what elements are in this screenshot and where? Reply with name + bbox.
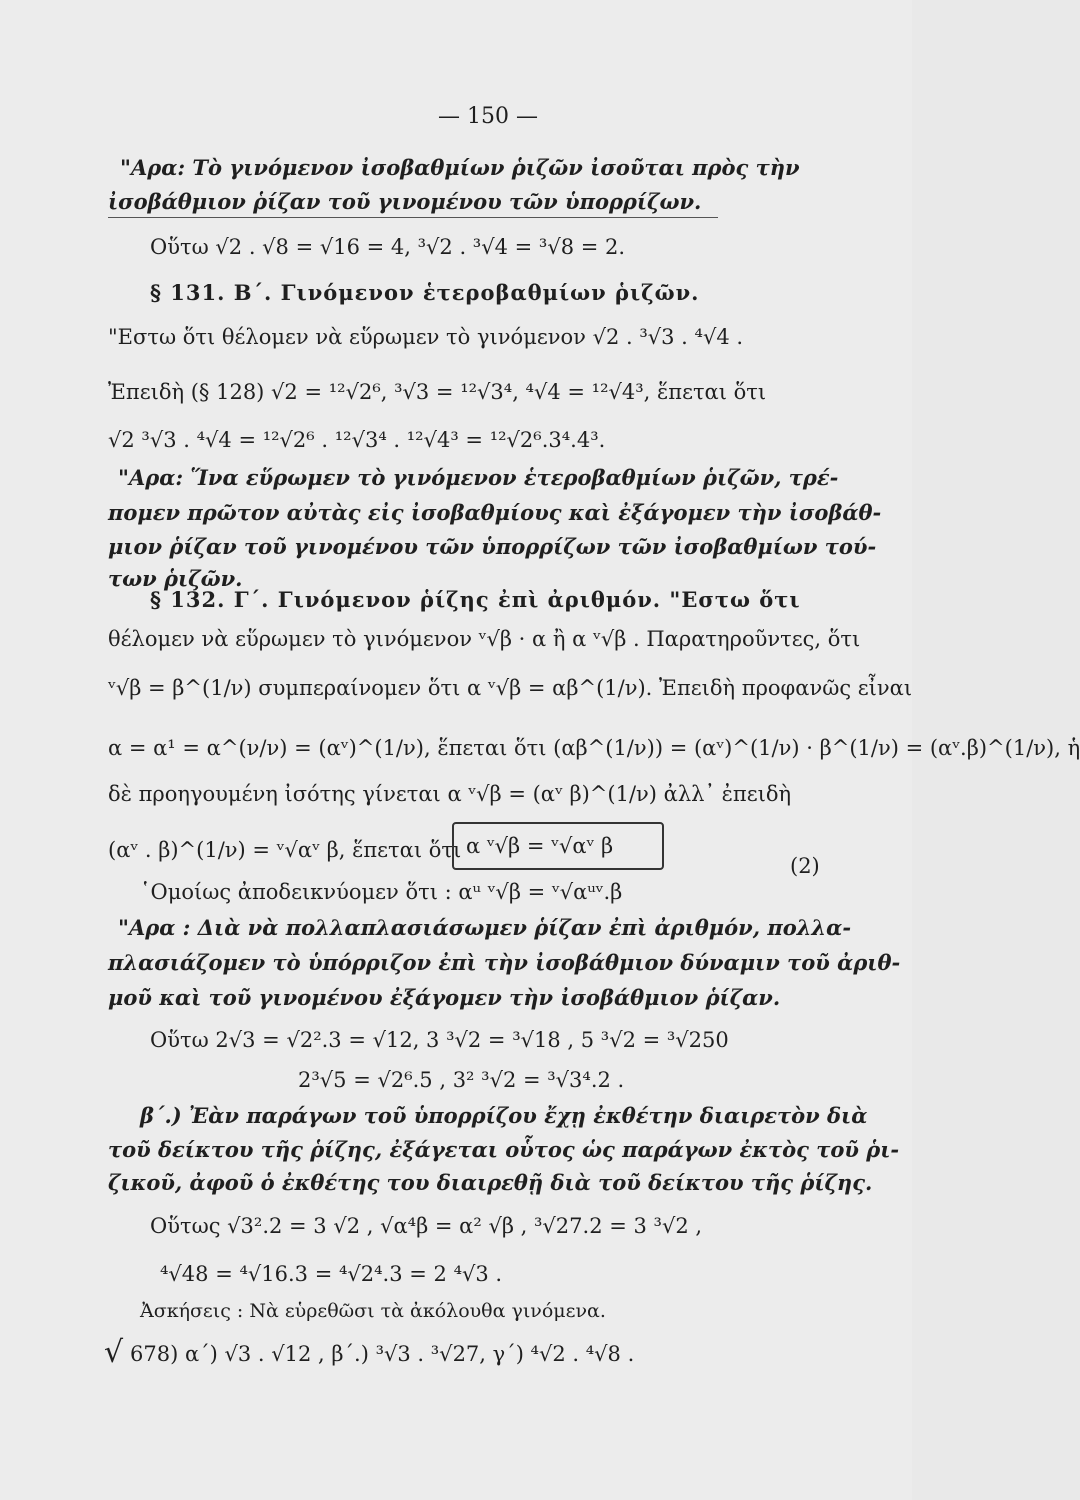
rule3-line-3: ζικοῦ, ἀφοῦ ὁ ἐκθέτης του διαιρεθῇ διὰ τοῦ δείκτου τῆς ῥίζης.	[108, 1170, 873, 1195]
rule-line-3: μιον ῥίζαν τοῦ γινομένου τῶν ὑπορρίζων τῶν ἰσοβαθμίων τού-	[108, 534, 877, 559]
check-mark-icon: √	[104, 1335, 124, 1370]
rule-line-2: πομεν πρῶτον αὐτὰς εἰς ἰσοβαθμίους καὶ ἐξάγομεν τὴν ἰσοβάθ-	[108, 500, 882, 525]
text-line-17: (αᵛ . β)^(1/ν) = ᵛ√αᵛ β, ἕπεται ὅτι	[108, 838, 462, 862]
conclusion-line-2: ἰσοβάθμιον ῥίζαν τοῦ γινομένου τῶν ὑπορρίζων.	[108, 189, 702, 214]
rule-line-4: των ῥιζῶν.	[108, 566, 243, 591]
example-line-28: ⁴√48 = ⁴√16.3 = ⁴√2⁴.3 = 2 ⁴√3 .	[160, 1262, 503, 1286]
section-131-heading: § 131. Β΄. Γινόμενον ἑτεροβαθμίων ῥιζῶν.	[150, 280, 700, 305]
page-number: — 150 —	[438, 104, 538, 129]
example-line: Οὕτω √2 . √8 = √16 = 4, ³√2 . ³√4 = ³√8 = 2.	[150, 235, 626, 259]
boxed-formula: α ᵛ√β = ᵛ√αᵛ β	[466, 834, 614, 858]
formula-line-7: √2 ³√3 . ⁴√4 = ¹²√2⁶ . ¹²√3⁴ . ¹²√4³ = ¹²√2⁶.3⁴.4³.	[108, 428, 606, 452]
rule-line-1: "Αρα: Ἵνα εὕρωμεν τὸ γινόμενον ἑτεροβαθμίων ῥιζῶν, τρέ-	[118, 465, 839, 490]
exercises-heading: Ἀσκήσεις : Νὰ εὑρεθῶσι τὰ ἀκόλουθα γινόμενα.	[140, 1300, 606, 1322]
text-line-13: θέλομεν νὰ εὕρωμεν τὸ γινόμενον ᵛ√β · α ἢ α ᵛ√β . Παρατηροῦντες, ὅτι	[108, 627, 861, 651]
example-line-27: Οὕτως √3².2 = 3 √2 , √α⁴β = α² √β , ³√27.2 = 3 ³√2 ,	[150, 1214, 703, 1238]
text-line-5: "Εστω ὅτι θέλομεν νὰ εὕρωμεν τὸ γινόμενον √2 . ³√3 . ⁴√4 .	[108, 325, 744, 349]
text-line-15: α = α¹ = α^(ν/ν) = (αᵛ)^(1/ν), ἕπεται ὅτι (αβ^(1/ν)) = (αᵛ)^(1/ν) · β^(1/ν) = (αᵛ.β)^(1/ν), ἡ	[108, 736, 1080, 760]
rule3-line-1: β΄.) Ἐὰν παράγων τοῦ ὑπορρίζου ἔχῃ ἐκθέτην διαιρετὸν διὰ	[140, 1103, 868, 1128]
rule2-line-1: "Αρα : Διὰ νὰ πολλαπλασιάσωμεν ῥίζαν ἐπὶ ἀριθμόν, πολλα-	[118, 915, 852, 940]
exercise-678: 678) α΄) √3 . √12 , β΄.) ³√3 . ³√27, γ΄) ⁴√2 . ⁴√8 .	[130, 1342, 635, 1366]
section-132-heading: § 132. Γ΄. Γινόμενον ῥίζης ἐπὶ ἀριθμόν. "Εστω ὅτι	[150, 587, 801, 612]
conclusion-line-1: "Αρα: Τὸ γινόμενον ἰσοβαθμίων ῥιζῶν ἰσοῦται πρὸς τὴν	[120, 155, 800, 180]
text-line-14: ᵛ√β = β^(1/ν) συμπεραίνομεν ὅτι α ᵛ√β = αβ^(1/ν). Ἐπειδὴ προφανῶς εἶναι	[108, 676, 913, 700]
rule3-line-2: τοῦ δείκτου τῆς ῥίζης, ἐξάγεται οὗτος ὡς παράγων ἐκτὸς τοῦ ῥι-	[108, 1137, 900, 1162]
text-line-6: Ἐπειδὴ (§ 128) √2 = ¹²√2⁶, ³√3 = ¹²√3⁴, ⁴√4 = ¹²√4³, ἕπεται ὅτι	[108, 380, 767, 404]
example-line-23: 2³√5 = √2⁶.5 , 3² ³√2 = ³√3⁴.2 .	[298, 1068, 625, 1092]
example-line-22: Οὕτω 2√3 = √2².3 = √12, 3 ³√2 = ³√18 , 5 ³√2 = ³√250	[150, 1028, 729, 1052]
text-line-16: δὲ προηγουμένη ἰσότης γίνεται α ᵛ√β = (αᵛ β)^(1/ν) ἀλλ᾽ ἐπειδὴ	[108, 782, 792, 806]
equation-tag: (2)	[790, 854, 820, 878]
rule2-line-2: πλασιάζομεν τὸ ὑπόρριζον ἐπὶ τὴν ἰσοβάθμιον δύναμιν τοῦ ἀριθ-	[108, 950, 901, 975]
underline-stroke	[108, 217, 718, 218]
rule2-line-3: μοῦ καὶ τοῦ γινομένου ἐξάγομεν τὴν ἰσοβάθμιον ῥίζαν.	[108, 985, 781, 1010]
text-line-18: ῾Ομοίως ἀποδεικνύομεν ὅτι : αᵘ ᵛ√β = ᵛ√αᵘᵛ.β	[140, 880, 623, 904]
